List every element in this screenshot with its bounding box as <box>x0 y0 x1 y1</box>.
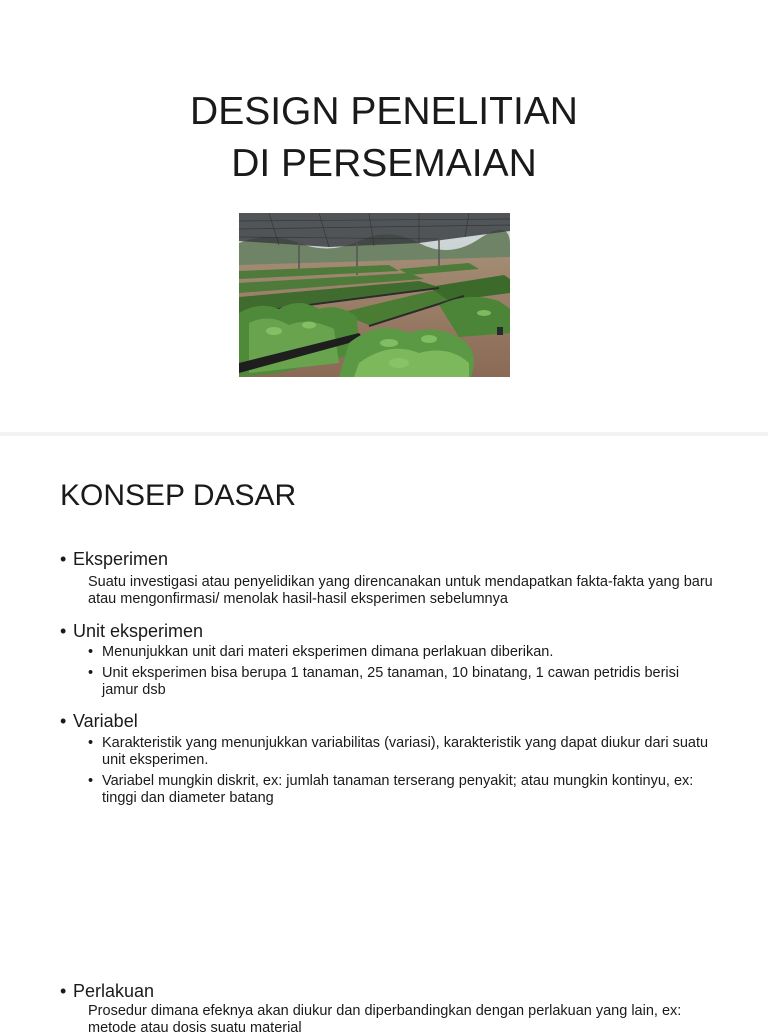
bullet-icon: • <box>60 711 67 731</box>
bullet-icon: • <box>88 665 94 681</box>
bullet-icon: • <box>60 549 67 569</box>
bullet-term: Eksperimen <box>73 549 169 569</box>
bullet-item <box>60 980 154 1002</box>
nursery-greenhouse-photo <box>239 213 510 377</box>
bullet-description: Suatu investigasi atau penyelidikan yang direncanakan untuk mendapatkan fakta-fakta yang baru atau mengonfirmasi/ menolak hasil-hasil eksperimen sebelumnya <box>88 574 713 607</box>
bullet-item <box>60 620 203 642</box>
bullet-icon: • <box>88 644 94 660</box>
title-slide <box>0 0 768 432</box>
section-heading: KONSEP DASAR <box>60 479 297 512</box>
bullet-item <box>60 710 138 732</box>
bullet-icon: • <box>88 773 94 789</box>
sub-bullet-text: Menunjukkan unit dari materi eksperimen dimana perlakuan diberikan. <box>102 644 554 660</box>
slide-title <box>0 86 768 190</box>
bullet-icon: • <box>88 735 94 751</box>
sub-bullet-text: Variabel mungkin diskrit, ex: jumlah tanaman terserang penyakit; atau mungkin kontinyu, ex: tinggi dan diameter batang <box>102 773 694 806</box>
bullet-term: Perlakuan <box>73 981 155 1001</box>
sub-bullet-text: Karakteristik yang menunjukkan variabilitas (variasi), karakteristik yang dapat diukur dari suatu unit eksperimen. <box>102 735 709 768</box>
sub-bullet-text: Unit eksperimen bisa berupa 1 tanaman, 25 tanaman, 10 binatang, 1 cawan petridis berisi jamur dsb <box>102 665 680 698</box>
sub-bullet-item <box>88 735 713 768</box>
title-line-2: DI PERSEMAIAN <box>231 142 537 185</box>
sub-bullet-item <box>88 644 713 661</box>
bullet-icon: • <box>60 981 67 1001</box>
sub-bullet-item <box>88 773 713 806</box>
bullet-icon: • <box>60 621 67 641</box>
bullet-term: Unit eksperimen <box>73 621 204 641</box>
bullet-term: Variabel <box>73 711 138 731</box>
sub-bullet-item <box>88 665 713 698</box>
bullet-item <box>60 548 168 570</box>
content-slide <box>0 436 768 1036</box>
title-line-1: DESIGN PENELITIAN <box>190 90 578 133</box>
bullet-description: Prosedur dimana efeknya akan diukur dan diperbandingkan dengan perlakuan yang lain, ex: metode atau dosis suatu material <box>88 1003 682 1036</box>
